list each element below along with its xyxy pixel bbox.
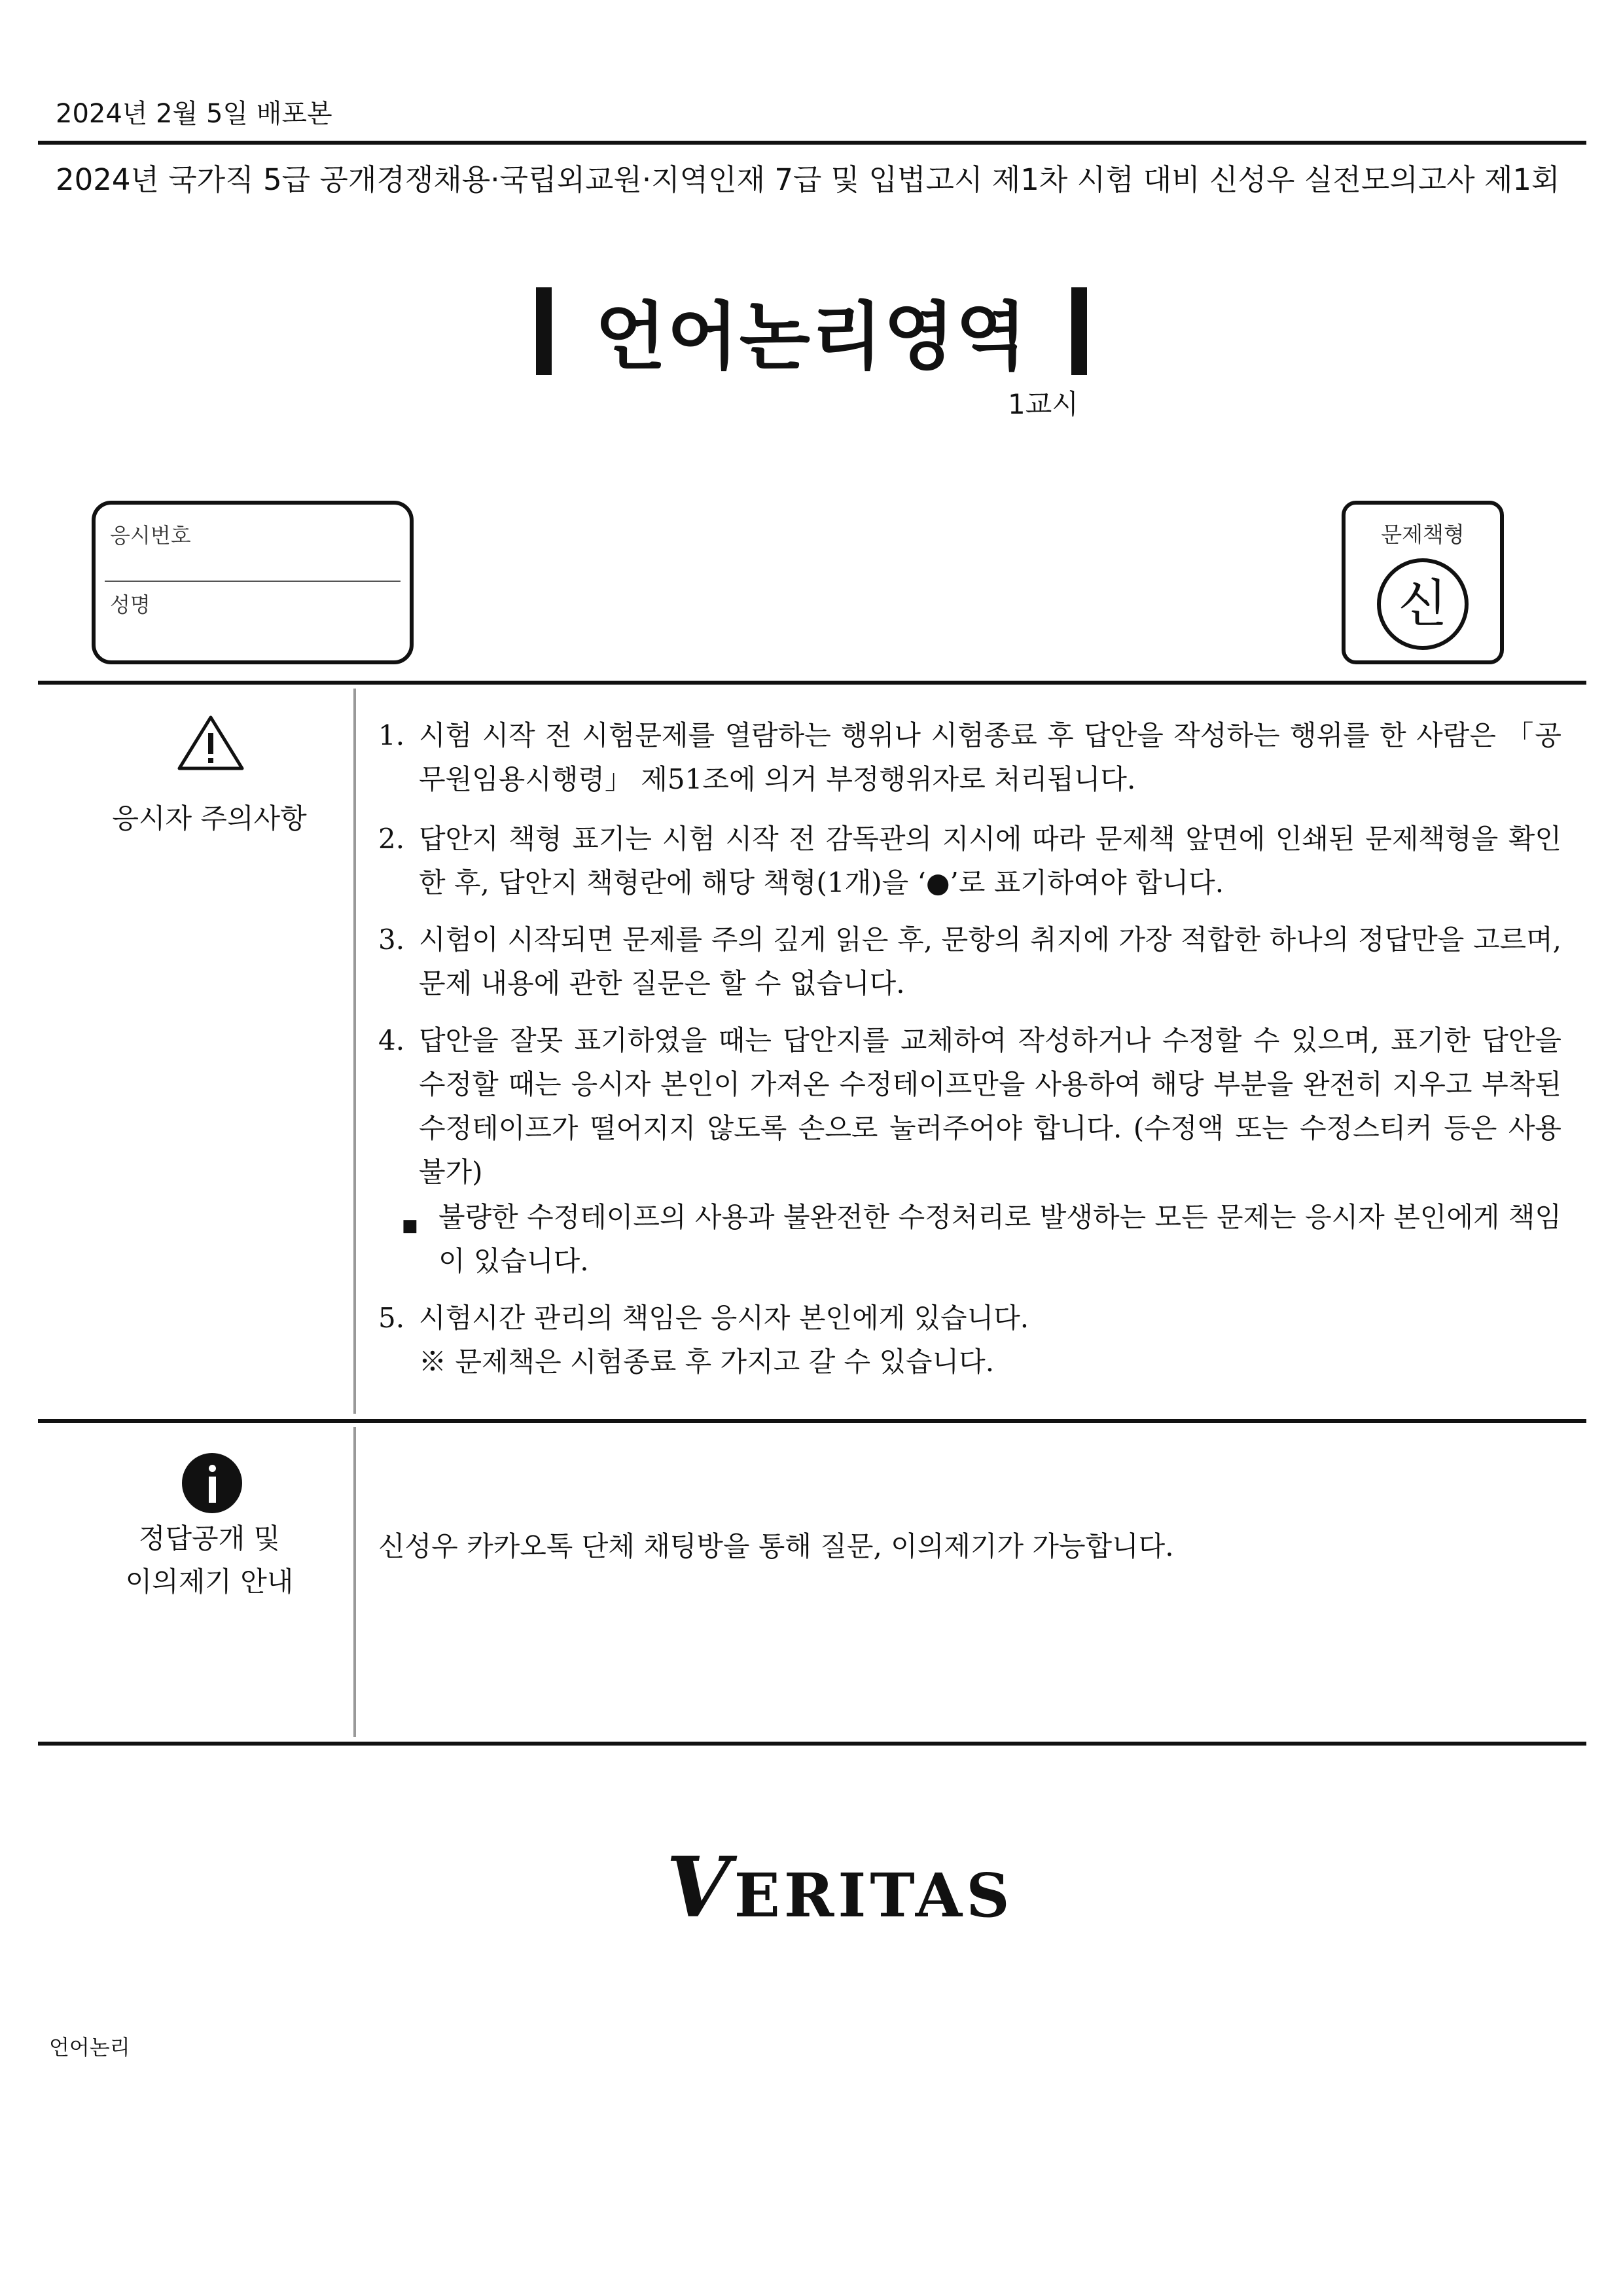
- candidate-number-label: 응시번호: [110, 523, 191, 548]
- candidate-box-divider: [105, 581, 401, 582]
- booklet-type-box: [1342, 501, 1504, 664]
- notice-note-text: ※ 문제책은 시험종료 후 가지고 갈 수 있습니다.: [419, 1346, 995, 1378]
- info-icon: [182, 1453, 242, 1513]
- candidate-info-box: [92, 501, 414, 664]
- logo-rest: ERITAS: [734, 1860, 1014, 1931]
- notice-item-text: 답안지 책형 표기는 시험 시작 전 감독관의 지시에 따라 문제책 앞면에 인쇄된 문제책형을 확인한 후, 답안지 책형란에 해당 책형(1개)을 ‘●’로 표기하여야 합니다.: [419, 823, 1561, 899]
- footer-subject: 언어논리: [49, 2035, 130, 2060]
- veritas-logo: [666, 1839, 1014, 1936]
- notice-item-number: 3.: [378, 924, 405, 956]
- section-divider-top: [38, 681, 1586, 685]
- notice-item-5: [378, 1296, 1561, 1340]
- booklet-type-mark: 신: [1377, 558, 1469, 650]
- top-divider: [38, 141, 1586, 145]
- answer-info-label: [39, 1517, 380, 1604]
- answer-info-label-line2: 이의제기 안내: [125, 1566, 294, 1598]
- notice-item-3: [378, 918, 1561, 1005]
- notice-item-text: 불량한 수정테이프의 사용과 불완전한 수정처리로 발생하는 모든 문제는 응시자 본인에게 책임이 있습니다.: [438, 1201, 1561, 1277]
- answer-info-text: 신성우 카카오톡 단체 채팅방을 통해 질문, 이의제기가 가능합니다.: [378, 1530, 1174, 1562]
- notice-label: 응시자 주의사항: [112, 802, 307, 834]
- notice-item-note: [378, 1340, 1561, 1384]
- section-divider-middle: [38, 1419, 1586, 1423]
- notice-item-text: 답안을 잘못 표기하였을 때는 답안지를 교체하여 작성하거나 수정할 수 있으며, 표기한 답안을 수정할 때는 응시자 본인이 가져온 수정테이프만을 사용하여 해당 부분을 완전히 지우고 부착된 수정테이프가 떨어지지 않도록 손으로 눌러주어야 합니다. (수정액 또는 수정스티커 등은 사용 불가): [419, 1024, 1561, 1188]
- session-label: 1교시: [1008, 388, 1079, 420]
- subject-title: [0, 278, 1623, 384]
- title-bar-left: [536, 287, 552, 375]
- notice-item-number: 5.: [378, 1302, 405, 1334]
- subject-title-text: 언어논리영역: [595, 295, 1028, 380]
- bullet-square-icon: ■: [402, 1216, 418, 1236]
- warning-triangle-icon: [177, 715, 245, 771]
- answer-info-label-line1: 정답공개 및: [138, 1522, 281, 1554]
- notice-item-text: 시험이 시작되면 문제를 주의 깊게 읽은 후, 문항의 취지에 가장 적합한 하나의 정답만을 고르며, 문제 내용에 관한 질문은 할 수 없습니다.: [419, 924, 1561, 999]
- candidate-name-label: 성명: [110, 592, 151, 617]
- section-divider-bottom: [38, 1742, 1586, 1746]
- notice-item-2: [378, 817, 1561, 905]
- distribution-date: 2024년 2월 5일 배포본: [56, 99, 332, 129]
- notice-item-text: 시험시간 관리의 책임은 응시자 본인에게 있습니다.: [419, 1302, 1029, 1334]
- notice-item-bullet: [378, 1195, 1561, 1283]
- notice-item-4: [378, 1018, 1561, 1194]
- notice-item-1: [378, 713, 1561, 801]
- title-bar-right: [1071, 287, 1087, 375]
- notice-item-number: 2.: [378, 823, 405, 855]
- notice-item-number: 1.: [378, 719, 405, 751]
- notice-item-number: 4.: [378, 1024, 405, 1056]
- exam-title: 2024년 국가직 5급 공개경쟁채용·국립외교원·지역인재 7급 및 입법고시 제1차 시험 대비 신성우 실전모의고사 제1회: [56, 162, 1560, 197]
- booklet-type-label: 문제책형: [1381, 522, 1465, 547]
- logo-first-letter: V: [666, 1839, 734, 1936]
- notice-item-text: 시험 시작 전 시험문제를 열람하는 행위나 시험종료 후 답안을 작성하는 행위를 한 사람은 「공무원임용시행령」 제51조에 의거 부정행위자로 처리됩니다.: [419, 719, 1561, 795]
